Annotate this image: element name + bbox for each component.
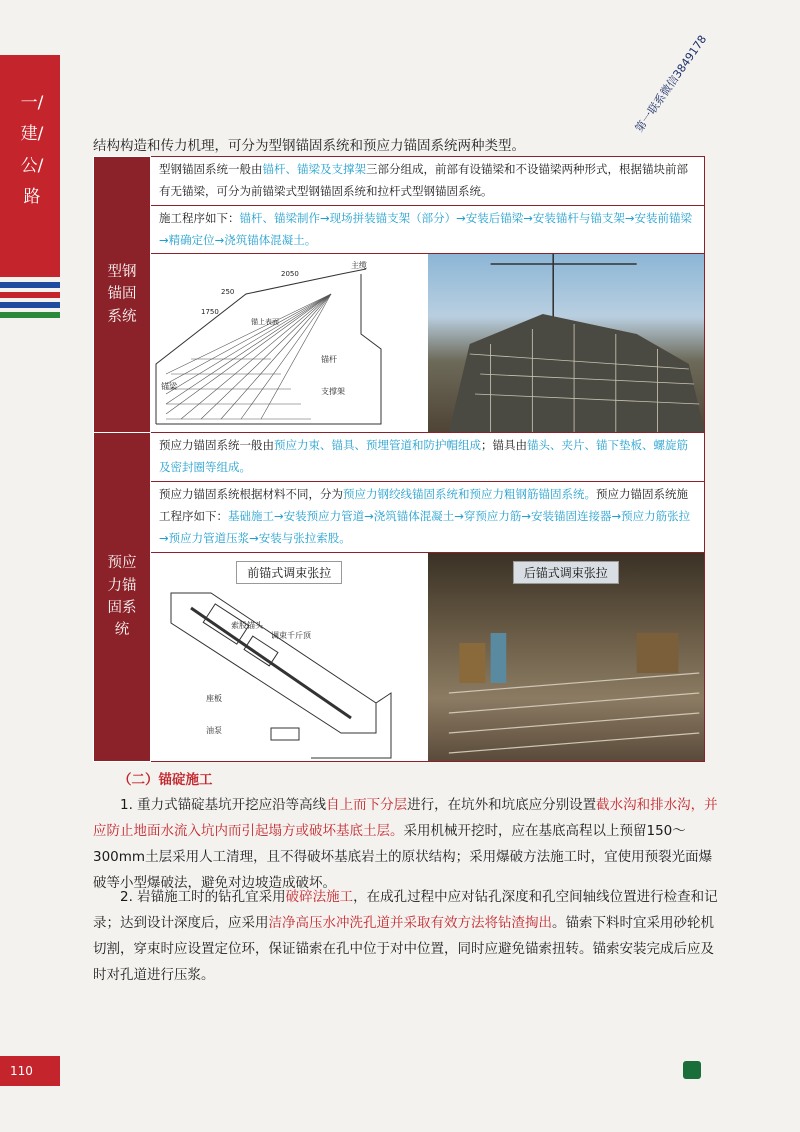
stripe-4 <box>0 312 60 318</box>
rear-anchor-photo-svg <box>428 553 705 761</box>
label-anchor-rod: 锚杆 <box>321 355 337 365</box>
label-cable-head: 索股锚头 <box>231 620 263 630</box>
label-dim-250: 250 <box>221 288 235 297</box>
chapter-label: 一/建/公/路 <box>20 93 44 208</box>
label-anchor-beam: 锚梁 <box>161 382 177 392</box>
book-icon <box>683 1061 701 1079</box>
row2-procedure: 预应力锚固系统根据材料不同，分为预应力钢绞线锚固系统和预应力粗钢筋锚固系统。预应力锚固系统施工程序如下：基础施工→安装预应力管道→浇筑锚体混凝土→穿预应力筋→安装锚固连接器→预应力筋张拉→预应力管道压浆→安装与张拉索股。 <box>151 482 705 553</box>
label-dim-1750: 1750 <box>201 308 219 317</box>
label-dim-2050: 2050 <box>281 270 299 279</box>
label-jack: 调束千斤顶 <box>271 630 311 640</box>
row2-label: 预应力锚固系统 <box>94 433 151 761</box>
label-support-frame: 支撑架 <box>321 387 345 397</box>
anchor-system-table <box>93 156 705 762</box>
page-number: 110 <box>0 1056 60 1086</box>
steel-anchor-photo <box>428 254 705 432</box>
steel-anchor-diagram <box>151 254 428 432</box>
label-oil-pump: 油泵 <box>206 725 222 735</box>
label-main-cable: 主缆 <box>351 261 367 271</box>
row1-label: 型钢锚固系统 <box>94 157 151 433</box>
rear-anchor-title: 后锚式调束张拉 <box>513 561 619 584</box>
front-anchor-diagram <box>151 553 428 761</box>
front-anchor-title: 前锚式调束张拉 <box>236 561 342 584</box>
intro-text: 结构构造和传力机理，可分为型钢锚固系统和预应力锚固系统两种类型。 <box>93 138 525 154</box>
row1-procedure: 施工程序如下：锚杆、锚梁制作→现场拼装锚支架（部分）→安装后锚梁→安装锚杆与锚支架→安装前锚梁→精确定位→浇筑锚体混凝土。 <box>151 205 705 254</box>
paragraph-2: 2. 岩锚施工时的钻孔宜采用破碎法施工，在成孔过程中应对钻孔深度和孔空间轴线位置进行检查和记录；达到设计深度后，应采用洁净高压水冲洗孔道并采取有效方法将钻渣掏出。锚索下料时宜采用砂轮机切割，穿束时应设置定位环，保证锚索在孔中位于对中位置，同时应避免锚索扭转。锚索安装完成后应及时对孔道进行压浆。 <box>93 889 718 984</box>
stripe-2 <box>0 292 60 298</box>
stripe-1 <box>0 282 60 288</box>
section-title: （二）锚碇施工 <box>118 772 213 788</box>
row2-figures <box>151 552 705 761</box>
label-anchor-surface: 锚上表面 <box>251 318 279 327</box>
row1-figures <box>151 254 705 433</box>
row2-desc: 预应力锚固系统一般由预应力束、锚具、预埋管道和防护帽组成；锚具由锚头、夹片、锚下垫板、螺旋筋及密封圈等组成。 <box>151 433 705 482</box>
row1-desc: 型钢锚固系统一般由锚杆、锚梁及支撑架三部分组成，前部有设锚梁和不设锚梁两种形式，根据锚块前部有无锚梁，可分为前锚梁式型钢锚固系统和拉杆式型钢锚固系统。 <box>151 157 705 206</box>
paragraph-1: 1. 重力式锚碇基坑开挖应沿等高线自上而下分层进行，在坑外和坑底应分别设置截水沟和排水沟，并应防止地面水流入坑内而引起塌方或破坏基底土层。采用机械开挖时，应在基底高程以上预留150～300mm土层采用人工清理，且不得破坏基底岩土的原状结构；采用爆破方法施工时，宜使用预裂光面爆破等小型爆破法，避免对边坡造成破坏。 <box>93 797 718 892</box>
rear-anchor-photo <box>428 553 705 761</box>
steel-anchor-svg <box>151 254 396 432</box>
label-base-plate: 座板 <box>206 693 222 703</box>
construction-photo-svg <box>428 254 705 432</box>
watermark-text: 第一联系微信3849178 <box>632 32 710 135</box>
stripe-3 <box>0 302 60 308</box>
front-anchor-svg <box>151 553 396 761</box>
